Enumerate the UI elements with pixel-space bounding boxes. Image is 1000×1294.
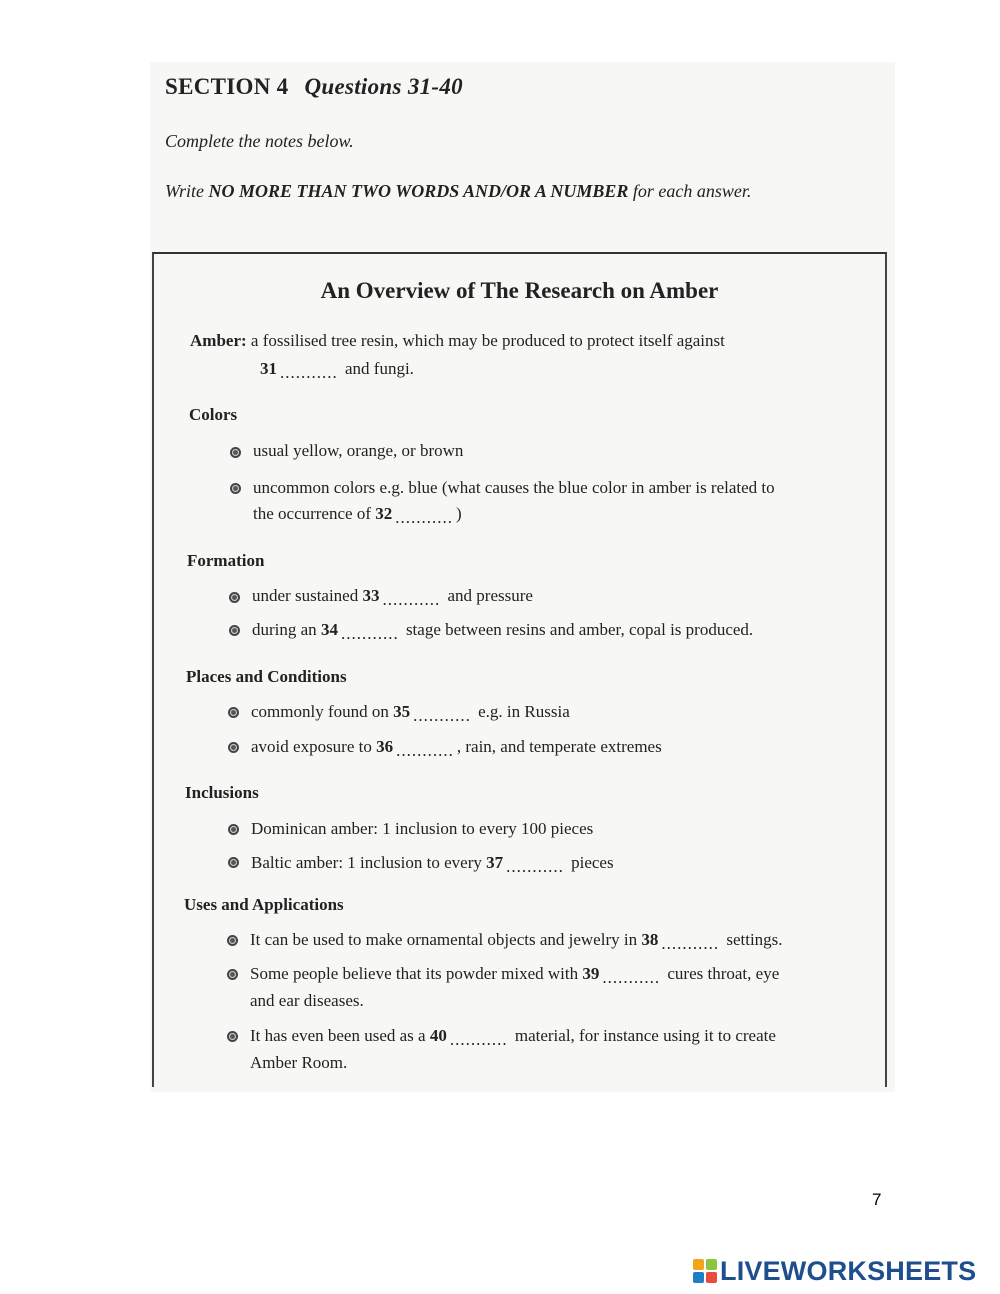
brand-name: LIVEWORKSHEETS [720, 1255, 977, 1286]
instruction-word-limit: Write NO MORE THAN TWO WORDS AND/OR A NUMBER for each answer. [165, 181, 752, 201]
bullet-icon [228, 857, 239, 868]
inclusions-item-1: Dominican amber: 1 inclusion to every 100 pieces [251, 819, 594, 838]
question-33-line: under sustained 33 ........... and pressure [252, 586, 533, 609]
bullet-icon [228, 707, 239, 718]
page-number: 7 [872, 1190, 882, 1209]
answer-blank-37[interactable]: ........... [506, 857, 564, 876]
bullet-icon [227, 935, 238, 946]
uses-item-2-continued: and ear diseases. [250, 991, 364, 1010]
inclusions-heading: Inclusions [185, 783, 259, 802]
answer-blank-38[interactable]: ........... [661, 934, 720, 953]
bullet-icon [228, 742, 239, 753]
answer-blank-31[interactable]: ........... [280, 363, 338, 382]
liveworksheets-logo[interactable] [693, 1254, 976, 1288]
answer-blank-39[interactable]: ........... [602, 968, 661, 987]
logo-squares-icon [693, 1259, 717, 1283]
answer-blank-40[interactable]: ........... [449, 1030, 508, 1049]
bullet-icon [228, 824, 239, 835]
answer-blank-35[interactable]: ........... [413, 706, 471, 725]
bullet-icon [230, 447, 241, 458]
answer-blank-33[interactable]: ........... [382, 590, 441, 609]
questions-range: Questions 31-40 [304, 74, 463, 99]
question-32-line: the occurrence of 32 ........... ) [253, 504, 462, 527]
bullet-icon [227, 969, 238, 980]
notes-title: An Overview of The Research on Amber [320, 278, 719, 303]
bullet-icon [229, 625, 240, 636]
question-40-line: It has even been used as a 40 ........... material, for instance using it to create [250, 1026, 776, 1049]
bullet-icon [230, 483, 241, 494]
answer-blank-32[interactable]: ........... [395, 508, 453, 527]
section-label: SECTION 4 [165, 74, 289, 99]
question-39-line: Some people believe that its powder mixed with 39 ........... cures throat, eye [250, 964, 780, 987]
section-heading [165, 74, 463, 100]
question-34-line: during an 34 ........... stage between resins and amber, copal is produced. [252, 620, 754, 643]
bullet-icon [227, 1031, 238, 1042]
colors-item-1: usual yellow, orange, or brown [253, 441, 464, 460]
answer-blank-36[interactable]: ........... [396, 741, 454, 760]
colors-heading: Colors [189, 405, 238, 424]
question-31-line: 31 ........... and fungi. [260, 359, 414, 382]
answer-blank-34[interactable]: ........... [340, 624, 399, 643]
question-36-line: avoid exposure to 36 ........... , rain, and temperate extremes [251, 737, 662, 760]
colors-item-2: uncommon colors e.g. blue (what causes the blue color in amber is related to [253, 478, 775, 497]
places-heading: Places and Conditions [186, 667, 347, 686]
amber-definition: Amber: a fossilised tree resin, which may be produced to protect itself against [190, 331, 725, 350]
question-38-line: It can be used to make ornamental objects and jewelry in 38 ........... settings. [250, 930, 783, 953]
question-37-line: Baltic amber: 1 inclusion to every 37 ........... pieces [251, 853, 614, 876]
uses-heading: Uses and Applications [184, 895, 344, 914]
uses-item-3-continued: Amber Room. [250, 1053, 348, 1072]
bullet-icon [229, 592, 240, 603]
question-35-line: commonly found on 35 ........... e.g. in Russia [251, 702, 570, 725]
instruction-complete-notes: Complete the notes below. [165, 131, 354, 151]
formation-heading: Formation [187, 551, 265, 570]
